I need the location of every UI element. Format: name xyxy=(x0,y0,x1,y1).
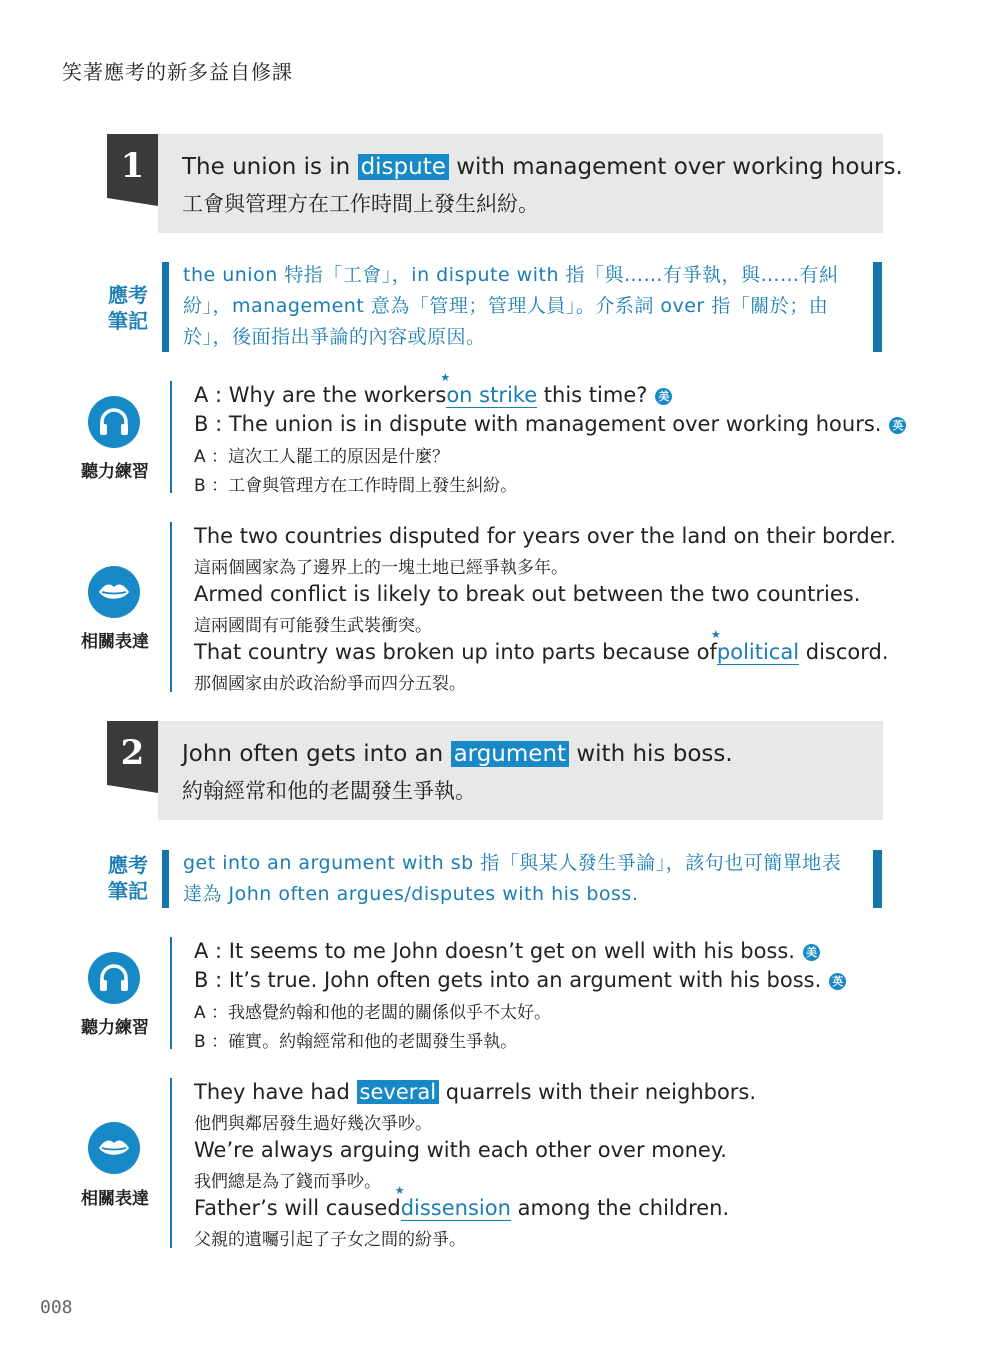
headphones-icon xyxy=(88,396,140,448)
listening-label: 聽力練習 xyxy=(81,462,149,482)
related-zh: 我們總是為了錢而爭吵。 xyxy=(194,1172,381,1192)
badge-uk: 英 xyxy=(889,417,906,434)
related-zh: 他們與鄰居發生過好幾次爭吵。 xyxy=(194,1114,432,1134)
related-label: 相關表達 xyxy=(81,1189,149,1209)
listening-label: 聽力練習 xyxy=(81,1018,149,1038)
badge-us: 美 xyxy=(655,388,672,405)
dialogue-a: A : Why are the workers ★ on strike this time? 美 xyxy=(194,383,672,407)
sentence-box xyxy=(158,134,883,233)
related-en: Armed conflict is likely to break out between the two countries. xyxy=(194,582,861,606)
note-bar-right xyxy=(873,850,882,908)
entry-number: 1 xyxy=(107,134,158,198)
headphones-icon xyxy=(88,952,140,1004)
keyword: ★ political xyxy=(710,628,800,664)
related-zh: 那個國家由於政治紛爭而四分五裂。 xyxy=(194,674,466,694)
star-icon: ★ xyxy=(394,1184,405,1197)
related-en: That country was broken up into parts because of ★ political discord. xyxy=(194,628,889,664)
key-sentence-en: The union is in dispute with management over working hours. xyxy=(182,154,903,180)
page-number: 008 xyxy=(40,1297,73,1318)
related-en: We’re always arguing with each other over money. xyxy=(194,1138,727,1162)
lips-icon xyxy=(88,566,140,618)
badge-uk: 英 xyxy=(829,973,846,990)
related-en: The two countries disputed for years over the land on their border. xyxy=(194,524,897,548)
divider xyxy=(170,1078,172,1248)
related-en: They have had several quarrels with their neighbors. xyxy=(194,1080,757,1104)
related-en: Father’s will caused ★ dissension among the children. xyxy=(194,1184,730,1220)
key-word-highlight: argument xyxy=(451,741,569,767)
star-icon: ★ xyxy=(440,371,451,384)
dialogue-b-zh: B ：確實。約翰經常和他的老闆發生爭執。 xyxy=(194,1032,518,1052)
sentence-box xyxy=(158,721,883,820)
key-sentence-en: John often gets into an argument with his boss. xyxy=(182,741,733,767)
divider xyxy=(170,522,172,692)
note-bar-right xyxy=(873,262,882,352)
note-bar-left xyxy=(162,262,169,352)
note-text: the union 特指「工會」，in dispute with 指「與……有爭執，與……有糾紛」，management 意為「管理；管理人員」。介系詞 over 指「關於；由於」，後面指出爭論的內容或原因。 xyxy=(183,264,839,348)
divider xyxy=(170,937,172,1049)
key-word-highlight: dispute xyxy=(358,154,449,180)
related-zh: 這兩個國家為了邊界上的一塊土地已經爭執多年。 xyxy=(194,558,568,578)
related-zh: 父親的遺囑引起了子女之間的紛爭。 xyxy=(194,1230,466,1250)
book-title: 笑著應考的新多益自修課 xyxy=(62,60,293,84)
key-word-highlight: several xyxy=(357,1080,440,1104)
keyword: ★ dissension xyxy=(394,1184,511,1220)
related-label: 相關表達 xyxy=(81,632,149,652)
divider xyxy=(170,381,172,493)
dialogue-b-zh: B ：工會與管理方在工作時間上發生糾紛。 xyxy=(194,476,518,496)
dialogue-a-zh: A ：這次工人罷工的原因是什麼？ xyxy=(194,447,450,467)
note-label: 應考 筆記 xyxy=(108,853,148,903)
badge-us: 美 xyxy=(803,944,820,961)
related-zh: 這兩國間有可能發生武裝衝突。 xyxy=(194,616,432,636)
key-sentence-zh: 工會與管理方在工作時間上發生糾紛。 xyxy=(182,192,539,216)
note-text: get into an argument with sb 指「與某人發生爭論」，該句也可簡單地表達為 John often argues/disputes with his boss. xyxy=(183,852,842,905)
star-icon: ★ xyxy=(710,628,721,641)
key-sentence-zh: 約翰經常和他的老闆發生爭執。 xyxy=(182,779,476,803)
note-bar-left xyxy=(162,850,169,908)
dialogue-b: B : The union is in dispute with management over working hours. 英 xyxy=(194,412,906,436)
entry-number: 2 xyxy=(107,721,158,785)
note-label: 應考 筆記 xyxy=(108,283,148,333)
dialogue-a-zh: A ：我感覺約翰和他的老闆的關係似乎不太好。 xyxy=(194,1003,552,1023)
lips-icon xyxy=(88,1122,140,1174)
keyword: ★ on strike xyxy=(440,371,538,407)
dialogue-a: A : It seems to me John doesn’t get on well with his boss. 美 xyxy=(194,939,820,963)
dialogue-b: B : It’s true. John often gets into an argument with his boss. 英 xyxy=(194,968,846,992)
